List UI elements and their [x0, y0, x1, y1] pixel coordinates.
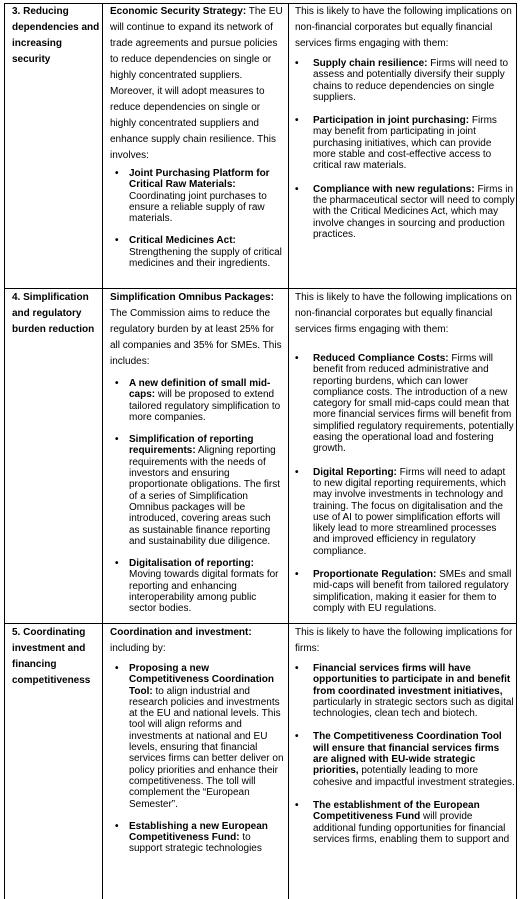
bullet-icon: •: [295, 569, 299, 581]
row-4-measure-cell: [110, 290, 284, 615]
implications-intro: This is likely to have the following implications on non-financial corporates but equally financial services firms engaging with them:: [295, 6, 512, 49]
bullet-icon: •: [295, 466, 299, 478]
table-border-right: [516, 3, 517, 899]
bullet-icon: •: [115, 434, 119, 446]
bullet-icon: •: [295, 183, 299, 195]
bullet-icon: •: [115, 820, 119, 832]
list-item: • A new definition of small mid-caps: will be proposed to extend tailored regulatory simplification to more companies.: [115, 378, 281, 423]
document-table: [4, 3, 517, 899]
list-item: • Joint Purchasing Platform for Critical Raw Materials: Coordinating joint purchases to ensure a reliable supply of raw materials.: [115, 168, 270, 225]
bullet-icon: •: [115, 663, 119, 674]
list-item: • Financial services firms will have opportunities to participate in and benefit from coordinated investment initiatives, particularly in strategic sectors such as digital technologies, clean tech and biotech.: [295, 663, 514, 720]
bullet-icon: •: [295, 731, 299, 743]
list-item: • Supply chain resilience: Firms will need to assess and potentially diversify their supply chains to reduce dependencies on single suppliers.: [295, 58, 509, 103]
list-item: • Compliance with new regulations: Firms in the pharmaceutical sector will need to comply with the Critical Medicines Act, which may involve changes in sourcing and production practices.: [295, 183, 515, 240]
row-5-implications-cell: [295, 625, 515, 899]
implications-bullet-list: [295, 353, 515, 614]
bullet-icon: •: [295, 58, 299, 69]
implications-intro: This is likely to have the following implications on non-financial corporates but equally financial services firms engaging with them:: [295, 292, 512, 335]
row-3-implications-cell: [295, 4, 515, 240]
bullet-icon: •: [295, 799, 299, 811]
measure-bullet-list: [110, 378, 284, 615]
measure-paragraph: Economic Security Strategy: The EU will continue to expand its network of trade agreements and pursue policies to reduce dependencies on single or highly concentrated suppliers. Moreover, it will adopt measures to reduce dependencies on single or highly concentrated suppliers and enhance supply chain resilience. This involves:: [110, 6, 283, 161]
bullet-icon: •: [115, 378, 119, 389]
row-divider-1: [4, 288, 517, 289]
implications-bullet-list: [295, 663, 515, 845]
list-item: • The Competitiveness Coordination Tool will ensure that financial services firms are aligned with EU-wide strategic priorities, potentially leading to more cohesive and impactful investment strategies.: [295, 731, 515, 788]
measure-paragraph: Simplification Omnibus Packages: The Commission aims to reduce the regulatory burden by at least 25% for all companies and 35% for SMEs. This includes:: [110, 292, 282, 367]
row-3-measure-cell: [110, 4, 284, 269]
measure-bullet-list: [110, 663, 284, 855]
row-5-measure-cell: [110, 625, 284, 855]
list-item: • Reduced Compliance Costs: Firms will benefit from reduced administrative and reporting burdens, which can lower compliance costs. The introduction of a new category for small mid-caps could mean that more financial services firms will benefit from simplified regulatory requirements, potentially easing the operational load and fostering growth.: [295, 353, 514, 455]
bullet-icon: •: [295, 115, 299, 127]
bullet-icon: •: [295, 663, 299, 674]
list-item: • Digitalisation of reporting: Moving towards digital formats for reporting and enhancing interoperability among public sector bodies.: [115, 558, 279, 615]
row-heading-5: 5. Coordinating investment and financing competitiveness: [12, 627, 91, 686]
row-heading-4: 4. Simplification and regulatory burden reduction: [12, 292, 95, 335]
implications-intro: This is likely to have the following implications for firms:: [295, 627, 513, 654]
measure-bullet-list: [110, 168, 284, 269]
list-item: • Participation in joint purchasing: Firms may benefit from participating in joint purchasing initiatives, which can provide more stable and cost-effective access to critical raw materials.: [295, 115, 497, 172]
measure-paragraph: Coordination and investment: including by:: [110, 627, 252, 654]
table-border-left: [4, 3, 5, 899]
row-4-implications-cell: [295, 290, 515, 614]
list-item: • Digital Reporting: Firms will need to adapt to new digital reporting requirements, which may involve investments in technology and training. The focus on digitalisation and the use of AI to power simplification efforts will likely lead to more streamlined processes and improved efficiency in regulatory compliance.: [295, 466, 506, 557]
bullet-icon: •: [295, 353, 299, 364]
bullet-icon: •: [115, 235, 119, 247]
list-item: • Simplification of reporting requirements: Aligning reporting requirements with the needs of investors and ensuring proportionate obligations. The first of a series of Simplification Omnibus packages will be introduced, covering areas such as sustainable finance reporting and sustainability due diligence.: [115, 434, 281, 547]
implications-bullet-list: [295, 58, 515, 240]
row-heading-3: 3. Reducing dependencies and increasing security: [12, 6, 100, 65]
bullet-icon: •: [115, 558, 119, 570]
list-item: • Critical Medicines Act: Strengthening the supply of critical medicines and their ingredients.: [115, 235, 282, 270]
bullet-icon: •: [115, 168, 119, 179]
list-item: • The establishment of the European Competitiveness Fund will provide additional funding opportunities for financial services firms, enabling them to support and: [295, 799, 510, 845]
list-item: • Proposing a new Competitiveness Coordination Tool: to align industrial and research policies and investments at the EU and national levels. This tool will align reforms and investments at national and EU levels, ensuring that financial services firms can better deliver on policy priorities and enhance their competitiveness. The toll will complement the “European Semester”.: [115, 663, 284, 810]
column-divider-2: [288, 3, 289, 899]
row-divider-2: [4, 623, 517, 624]
column-divider-1: [102, 3, 103, 899]
list-item: • Proportionate Regulation: SMEs and small mid-caps will benefit from tailored regulatory simplification, making it easier for them to comply with EU regulations.: [295, 569, 512, 614]
list-item: • Establishing a new European Competitiveness Fund: to support strategic technologies: [115, 820, 268, 855]
